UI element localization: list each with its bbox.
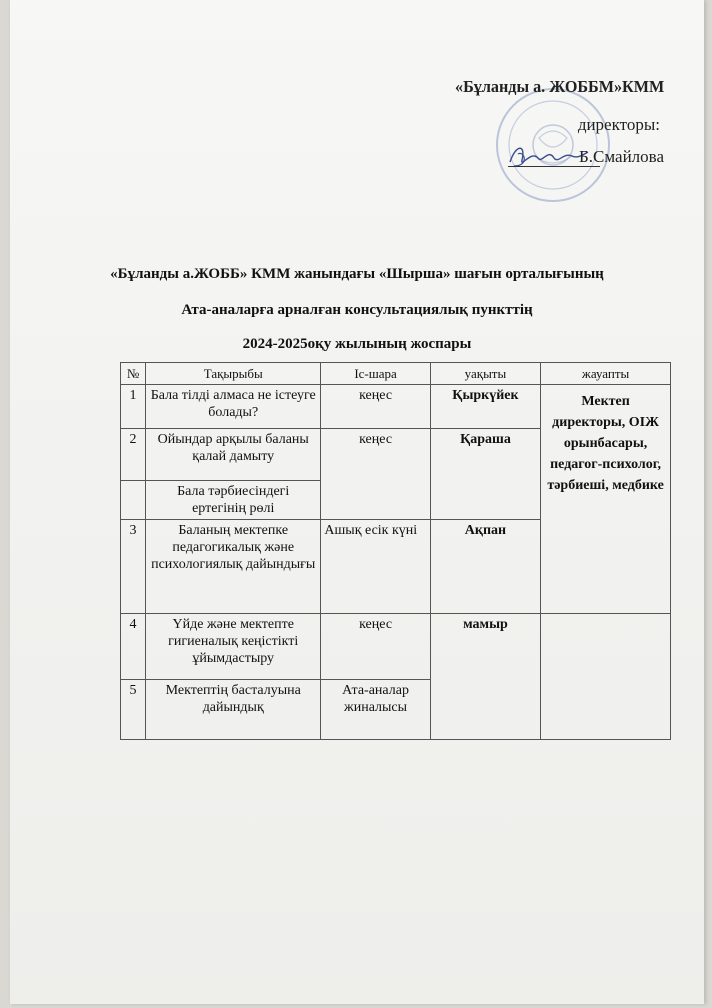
row-event: кеңес	[321, 429, 430, 520]
table-row	[121, 385, 671, 429]
header-responsible: жауапты	[541, 363, 671, 385]
row-topic: Баланың мектепке педагогикалық және психологиялық дайындығы	[146, 520, 321, 614]
approval-role: директоры:	[577, 115, 660, 134]
row-event: Ашық есік күні	[321, 520, 430, 614]
header-time: уақыты	[430, 363, 540, 385]
row-topic: Бала тілді алмаса не істеуге болады?	[146, 385, 321, 429]
row-num: 2	[121, 429, 146, 481]
document-title-line3: 2024-2025оқу жылының жоспары	[242, 336, 472, 352]
row-topic: Бала тәрбиесіндегі ертегінің рөлі	[146, 481, 321, 520]
approval-name: Б.Смайлова	[579, 147, 664, 166]
header-event: Іс-шара	[321, 363, 430, 385]
signature-line	[508, 166, 600, 167]
plan-table	[120, 362, 671, 740]
document-title-line2: Ата-аналарға арналған консультациялық пункттің	[181, 302, 533, 318]
header-num: №	[121, 363, 146, 385]
row-time: Қараша	[430, 429, 540, 520]
approval-org: «Бұланды а. ЖОББМ»КММ	[454, 77, 664, 96]
row-topic: Ойындар арқылы баланы қалай дамыту	[146, 429, 321, 481]
row-time: Ақпан	[430, 520, 540, 614]
document-page	[10, 0, 704, 1004]
row-event: Ата-аналар жиналысы	[321, 680, 430, 740]
table-row	[121, 614, 671, 680]
row-topic: Үйде және мектепте гигиеналық кеңістікті ұйымдастыру	[146, 614, 321, 680]
row-time: Қыркүйек	[430, 385, 540, 429]
header-topic: Тақырыбы	[146, 363, 321, 385]
row-num	[121, 481, 146, 520]
row-topic: Мектептің басталуына дайындық	[146, 680, 321, 740]
row-time: мамыр	[430, 614, 540, 740]
responsible-empty-cell	[541, 614, 671, 740]
row-num: 1	[121, 385, 146, 429]
row-event: кеңес	[321, 385, 430, 429]
row-num: 5	[121, 680, 146, 740]
document-title-line1: «Бұланды а.ЖОББ» КММ жанындағы «Шырша» шағын орталығының	[110, 266, 604, 282]
table-header-row	[121, 363, 671, 385]
responsible-cell: Мектеп директоры, ОІЖ орынбасары, педагог-психолог, тәрбиеші, медбике	[541, 385, 671, 614]
row-num: 4	[121, 614, 146, 680]
row-event: кеңес	[321, 614, 430, 680]
row-num: 3	[121, 520, 146, 614]
